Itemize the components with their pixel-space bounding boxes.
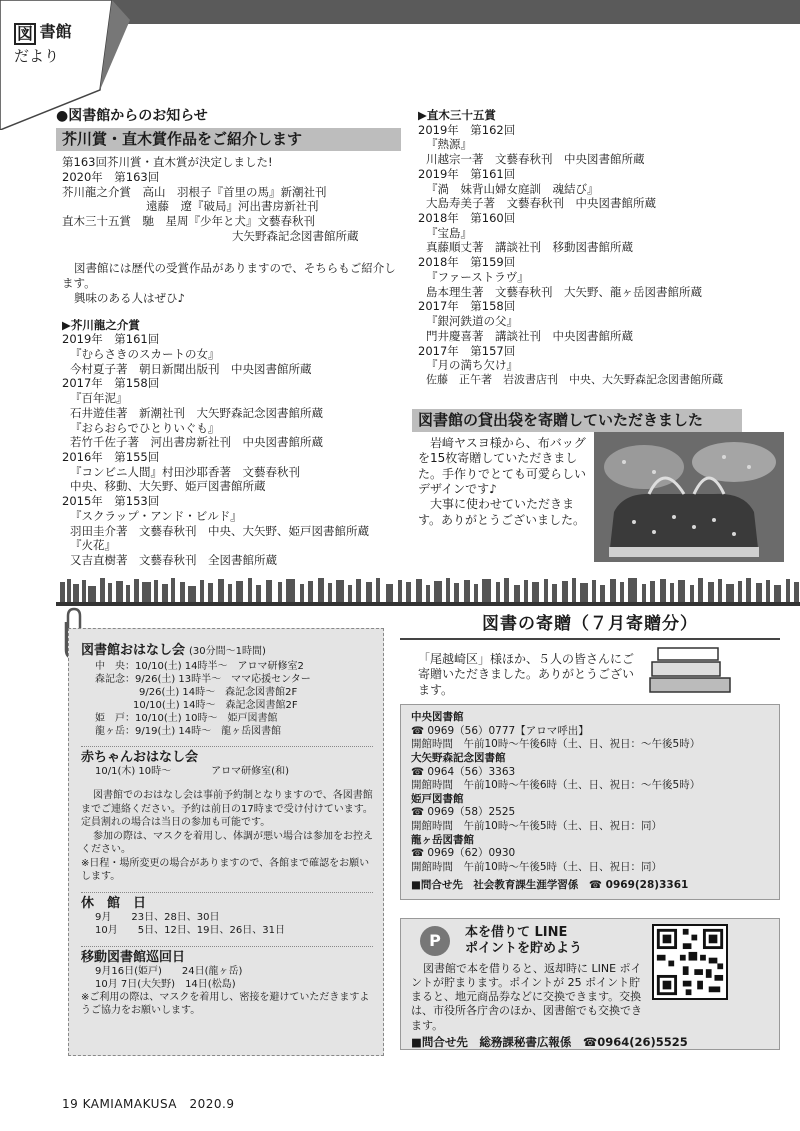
award-line: 2019年 第161回	[418, 166, 516, 181]
mobile-library-row: 10月 7日(大矢野) 14日(松島)	[95, 979, 236, 991]
book-stack-icon	[648, 644, 732, 696]
line-points-title: 本を借りて LINE	[465, 925, 568, 940]
naoki-heading: ▶直木三十五賞	[418, 108, 496, 122]
point-badge-icon: P	[420, 926, 450, 956]
bags-text-block	[418, 436, 588, 528]
notice-line: 遠藤 遼『破局』河出書房新社刊	[146, 199, 319, 214]
award-line: 2017年 第158回	[62, 376, 160, 391]
baby-storytime-title: 赤ちゃんおはなし会	[81, 749, 199, 765]
library-name: 大矢野森記念図書館	[411, 751, 506, 764]
award-line: 門井慶喜著 講談社刊 中央図書館所蔵	[426, 328, 633, 343]
storytime-row: 9/26(土) 14時～ 森記念図書館2F	[139, 686, 298, 698]
library-name: 龍ヶ岳図書館	[411, 833, 474, 846]
award-line: 石井遊佳著 新潮社刊 大矢野森記念図書館所蔵	[70, 405, 323, 420]
storytime-row: 10/10(土) 14時～ 森記念図書館2F	[133, 699, 298, 711]
library-tel: ☎ 0969（58）2525	[411, 806, 516, 819]
award-line: 羽田圭介著 文藝春秋刊 中央、大矢野、姫戸図書館所蔵	[70, 523, 369, 538]
award-line: 2018年 第160回	[418, 211, 516, 226]
bags-text: 岩﨑ヤスヨ様から、布バッグを15枚寄贈していただきました。手作りでとても可愛らしいデザインです♪	[418, 436, 587, 497]
award-line: 又吉直樹著 文藝春秋刊 全図書館所蔵	[70, 553, 277, 568]
notice-paragraph: 図書館には歴代の受賞作品がありますので、そちらもご紹介します。	[62, 261, 396, 291]
award-line: 『火花』	[70, 538, 116, 553]
section-title: ●図書館からのお知らせ	[56, 108, 208, 124]
award-line: 『ファーストラヴ』	[426, 269, 529, 284]
logo-line2: だより	[14, 46, 60, 65]
events-box	[68, 628, 384, 1056]
library-newsletter-logo	[14, 22, 92, 66]
library-tel: ☎ 0964（56）3363	[411, 765, 516, 778]
award-line: 2019年 第162回	[418, 122, 516, 137]
library-tel: ☎ 0969（62）0930	[411, 847, 516, 860]
gift-title-bar	[400, 614, 780, 640]
award-line: 島本理生著 文藝春秋刊 大矢野、龍ヶ岳図書館所蔵	[426, 284, 702, 299]
bookshelf-divider	[56, 576, 800, 606]
award-line: 『月の満ち欠け』	[426, 358, 518, 373]
logo-kanji: 図	[14, 23, 36, 45]
award-line: 『百年泥』	[70, 391, 128, 406]
library-hours: 開館時間 午前10時～午後6時（土、日、祝日：～午後5時）	[411, 738, 701, 751]
contact-info: ■問合せ先 社会教育課生涯学習係 ☎ 0969(28)3361	[411, 878, 689, 891]
library-name: 中央図書館	[411, 711, 464, 723]
closed-days-row: 9月 23日、28日、30日	[95, 912, 220, 924]
award-line: 2018年 第159回	[418, 255, 516, 270]
line-points-contact: ■問合せ先 総務課秘書広報係 ☎0964(26)5525	[411, 1034, 688, 1049]
award-line: 『渦 妹背山婦女庭訓 魂結び』	[426, 181, 599, 196]
library-info-box	[400, 704, 780, 900]
baby-note: 図書館でのおはなし会は事前予約制となりますので、各図書館までご連絡ください。予約は前日の17時まで受け付けています。定員割れの場合は当日の参加も可能です。	[81, 790, 373, 829]
closed-days-title: 休 館 日	[81, 895, 147, 911]
award-line: 大島寿美子著 文藝春秋刊 中央図書館所蔵	[426, 196, 656, 211]
page-footer: 19 KAMIAMAKUSA 2020.9	[62, 1097, 235, 1111]
award-line: 『コンビニ人間』村田沙耶香著 文藝春秋刊	[70, 464, 300, 479]
akutagawa-heading: ▶芥川龍之介賞	[62, 317, 140, 332]
award-line: 『スクラップ・アンド・ビルド』	[70, 508, 242, 523]
award-banner: 芥川賞・直木賞作品をご紹介します	[56, 128, 401, 151]
award-line: 若竹千佐子著 河出書房新社刊 中央図書館所蔵	[70, 435, 323, 450]
logo-line1: 書館	[39, 22, 72, 41]
mobile-library-row: 9月16日(姫戸) 24日(龍ヶ岳)	[95, 966, 243, 978]
award-line: 2017年 第157回	[418, 343, 516, 358]
award-line: 2019年 第161回	[62, 332, 160, 347]
library-hours: 開館時間 午前10時～午後5時（土、日、祝日：同）	[411, 820, 663, 833]
library-name: 姫戸図書館	[411, 792, 464, 805]
notice-line: 芥川龍之介賞 高山 羽根子『首里の馬』新潮社刊	[62, 184, 327, 199]
award-line: 『熱源』	[426, 137, 472, 152]
baby-note: ※日程・場所変更の場合がありますので、各館まで確認をお願いします。	[81, 857, 370, 883]
award-line: 『おらおらでひとりいぐも』	[70, 420, 220, 435]
award-line: 佐藤 正午著 岩波書店刊 中央、大矢野森記念図書館所蔵	[426, 372, 723, 386]
gift-title: 図書の寄贈（７月寄贈分）	[482, 614, 698, 634]
storytime-row: 森記念：9/26(土) 13時半～ ママ応援センター	[95, 673, 311, 685]
bags-text-thanks: 大事に使わせていただきます。ありがとうございました。	[418, 497, 586, 527]
award-line: 2016年 第155回	[62, 450, 160, 465]
library-hours: 開館時間 午前10時～午後6時（土、日、祝日：～午後5時）	[411, 779, 701, 792]
notice-paragraph: 興味のある人はぜひ♪	[74, 290, 185, 305]
notice-line: 直木三十五賞 馳 星周『少年と犬』文藝春秋刊	[62, 213, 315, 228]
storytime-title: 図書館おはなし会	[81, 643, 186, 658]
library-tel: ☎ 0969（56）0777【アロマ呼出】	[411, 724, 589, 737]
award-line: 真藤順丈著 講談社刊 移動図書館所蔵	[426, 240, 633, 255]
notice-section	[56, 108, 401, 568]
storytime-note: (30分間～1時間)	[189, 646, 266, 657]
award-line: 『銀河鉄道の父』	[426, 314, 518, 329]
qr-code[interactable]	[652, 924, 728, 1000]
baby-note: 参加の際は、マスクを着用し、体調が悪い場合は参加をお控えください。	[81, 830, 373, 856]
award-line: 中央、移動、大矢野、姫戸図書館所蔵	[70, 479, 266, 494]
gift-text: 「尾越崎区」様ほか、５人の皆さんにご寄贈いただきました。ありがとうございます。	[418, 652, 635, 697]
closed-days-row: 10月 5日、12日、19日、26日、31日	[95, 924, 285, 936]
mobile-library-title: 移動図書館巡回日	[81, 949, 186, 965]
award-line: 『むらさきのスカートの女』	[70, 347, 220, 361]
notice-line: 第163回芥川賞・直木賞が決定しました!	[62, 155, 273, 170]
tote-bags-photo	[594, 432, 784, 562]
line-points-subtitle: ポイントを貯めよう	[465, 941, 583, 957]
storytime-row: 龍ヶ岳：9/19(土) 14時～ 龍ヶ岳図書館	[95, 725, 282, 737]
naoki-section	[418, 108, 790, 387]
library-hours: 開館時間 午前10時～午後5時（土、日、祝日：同）	[411, 861, 663, 874]
storytime-row: 中 央：10/10(土) 14時半～ アロマ研修室2	[95, 660, 304, 672]
notice-line: 大矢野森記念図書館所蔵	[232, 228, 359, 243]
line-points-text: 図書館で本を借りると、返却時に LINE ポイントが貯まります。ポイントが 25 ポイント貯まると、地元商品券などに交換できます。交換は、市役所各庁舎のほか、図書館でも交換できます。	[411, 961, 642, 1032]
bags-banner: 図書館の貸出袋を寄贈していただきました	[412, 409, 742, 432]
award-line: 今村夏子著 朝日新聞出版刊 中央図書館所蔵	[70, 361, 312, 376]
notice-line: 2020年 第163回	[62, 169, 160, 184]
award-line: 2017年 第158回	[418, 299, 516, 314]
mobile-library-note: ※ご利用の際は、マスクを着用し、密接を避けていただきますようご協力をお願いします。	[81, 991, 370, 1016]
baby-storytime-row: 10/1(木) 10時～ アロマ研修室(和)	[95, 766, 289, 778]
storytime-row: 姫 戸：10/10(土) 10時～ 姫戸図書館	[95, 712, 278, 724]
award-line: 2015年 第153回	[62, 494, 160, 509]
top-band	[108, 0, 800, 24]
award-line: 川越宗一著 文藝春秋刊 中央図書館所蔵	[426, 152, 645, 167]
award-line: 『宝島』	[426, 225, 472, 240]
